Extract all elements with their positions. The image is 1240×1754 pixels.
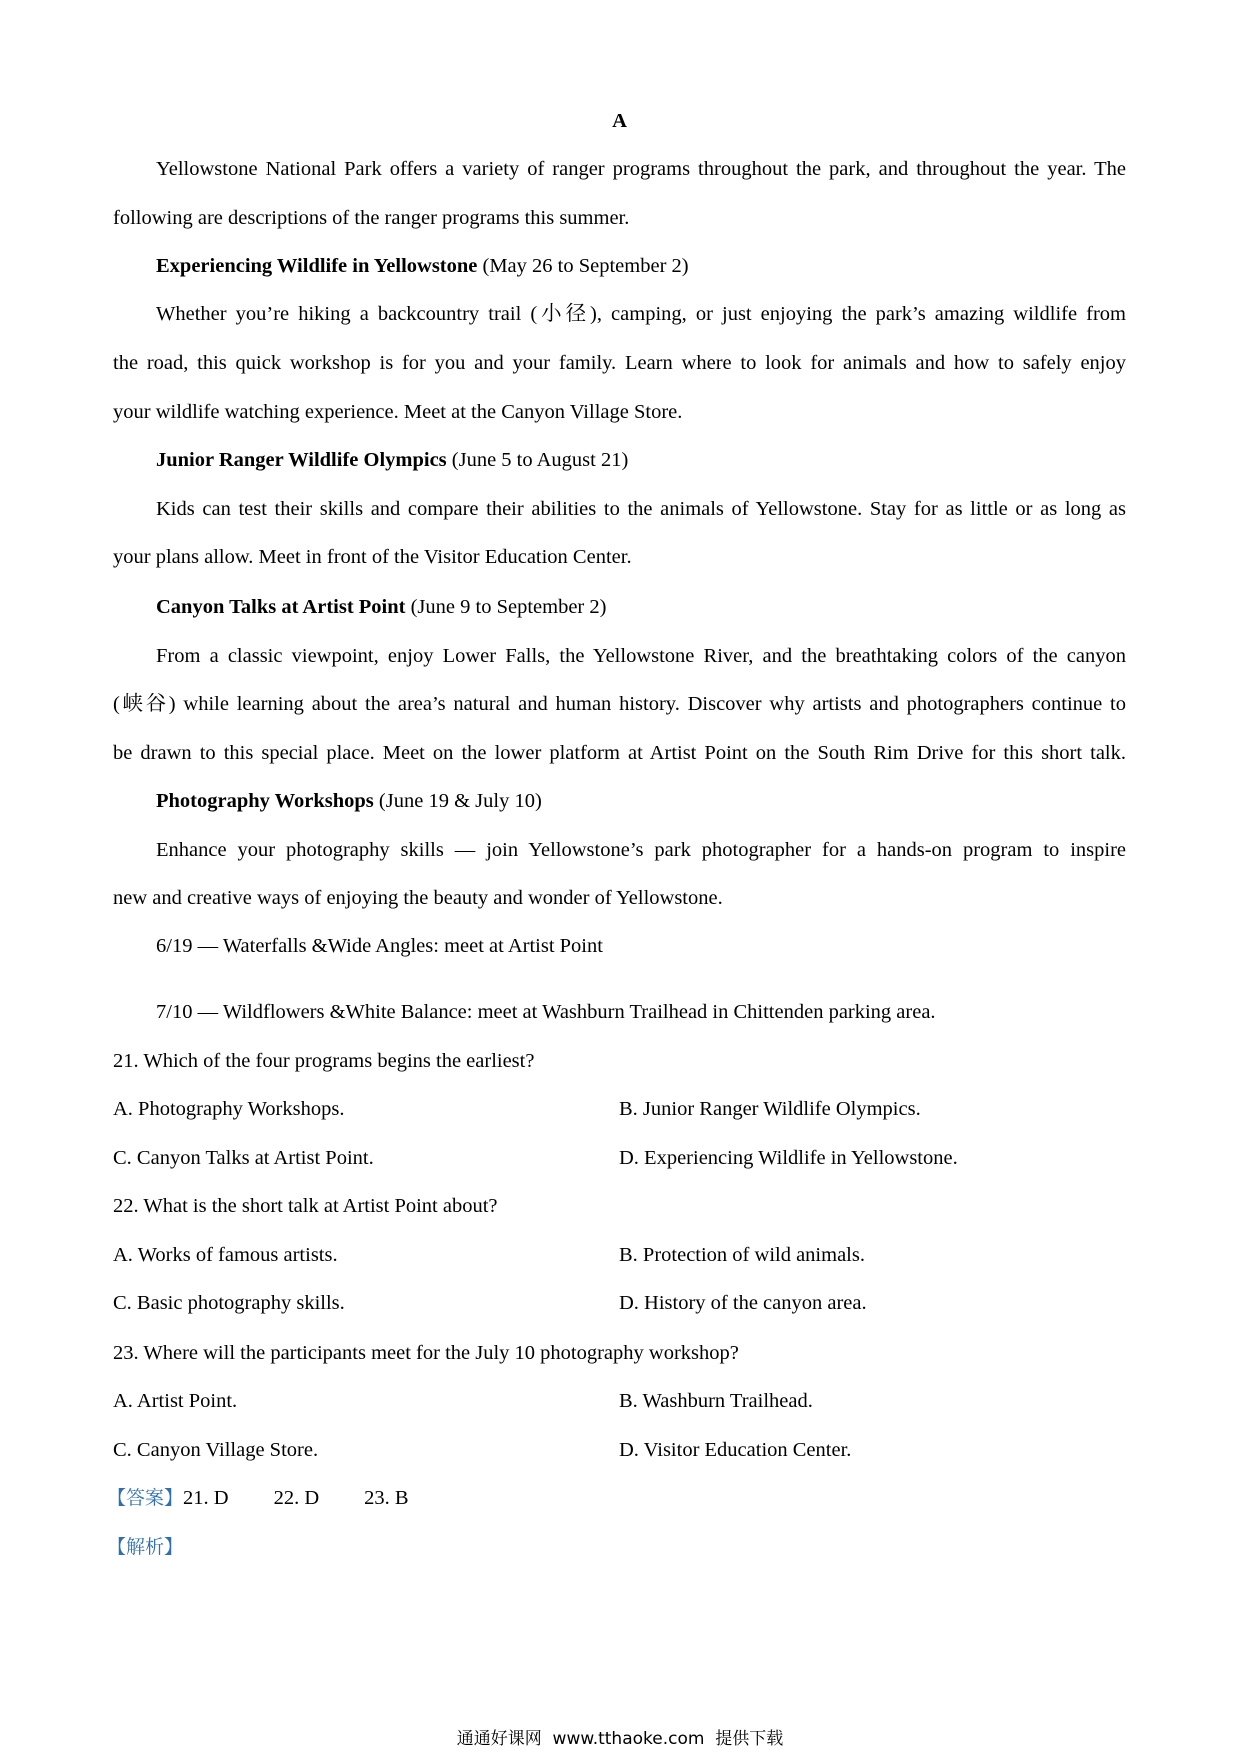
program-name: Experiencing Wildlife in Yellowstone [156,255,478,277]
option-d: D. Experiencing Wildlife in Yellowstone. [619,1147,958,1169]
program-dates: (June 9 to September 2) [405,596,607,618]
program-title [156,592,1126,622]
program-desc-line: be drawn to this special place. Meet on the lower platform at Artist Point on the South Rim Drive for this short talk. [113,742,1126,764]
program-title [156,445,1126,475]
program-desc-line: your wildlife watching experience. Meet at the Canyon Village Store. [113,401,683,423]
program-name: Junior Ranger Wildlife Olympics [156,449,447,471]
option-b: B. Protection of wild animals. [619,1244,865,1266]
program-title [156,786,1126,816]
section-heading: A [612,110,627,132]
option-c: C. Basic photography skills. [113,1292,345,1314]
program-dates: (June 5 to August 21) [446,449,629,471]
page-footer: 通通好课网 www.tthaoke.com 提供下载 [456,1729,784,1749]
option-d: D. Visitor Education Center. [619,1439,852,1461]
program-dates: (May 26 to September 2) [477,255,689,277]
answer-line [107,1483,1120,1513]
intro-line: Yellowstone National Park offers a variety of ranger programs throughout the park, and throughout the year. The [156,158,1126,180]
program-desc-line: Enhance your photography skills — join Yellowstone’s park photographer for a hands-on program to inspire [156,839,1126,861]
option-a: A. Artist Point. [113,1390,238,1412]
answer-23: 23. B [364,1487,409,1509]
option-row [113,1094,1126,1124]
program-desc-line: From a classic viewpoint, enjoy Lower Falls, the Yellowstone River, and the breathtaking colors of the canyon [156,645,1126,667]
question-23: 23. Where will the participants meet for the July 10 photography workshop? [113,1342,739,1364]
option-d: D. History of the canyon area. [619,1292,867,1314]
option-row [113,1435,1126,1465]
program-desc-line: (峡谷) while learning about the area’s natural and human history. Discover why artists and photographers continue to [113,693,1126,715]
program-desc-line: Kids can test their skills and compare their abilities to the animals of Yellowstone. Stay for as little or as long as [156,498,1126,520]
program-name: Canyon Talks at Artist Point [156,596,406,618]
option-b: B. Junior Ranger Wildlife Olympics. [619,1098,921,1120]
option-row [113,1240,1126,1270]
analysis-line [107,1532,1120,1562]
answer-label: 【答案】 [107,1487,184,1509]
question-21: 21. Which of the four programs begins the earliest? [113,1050,535,1072]
option-c: C. Canyon Talks at Artist Point. [113,1147,374,1169]
program-desc-line: Whether you’re hiking a backcountry trail (小径), camping, or just enjoying the park’s amazing wildlife from [156,303,1126,325]
option-row [113,1288,1126,1318]
option-row [113,1143,1126,1173]
option-a: A. Works of famous artists. [113,1244,338,1266]
analysis-label: 【解析】 [107,1536,184,1558]
option-b: B. Washburn Trailhead. [619,1390,813,1412]
program-title [156,251,1126,281]
schedule-item: 7/10 — Wildflowers &White Balance: meet at Washburn Trailhead in Chittenden parking area. [156,1001,936,1023]
option-c: C. Canyon Village Store. [113,1439,319,1461]
program-desc-line: new and creative ways of enjoying the beauty and wonder of Yellowstone. [113,887,723,909]
intro-line: following are descriptions of the ranger programs this summer. [113,207,630,229]
program-name: Photography Workshops [156,790,374,812]
option-a: A. Photography Workshops. [113,1098,345,1120]
answer-22: 22. D [273,1487,320,1509]
schedule-item: 6/19 — Waterfalls &Wide Angles: meet at Artist Point [156,935,603,957]
option-row [113,1386,1126,1416]
program-desc-line: the road, this quick workshop is for you and your family. Learn where to look for animals and how to safely enjoy [113,352,1126,374]
program-dates: (June 19 & July 10) [373,790,542,812]
answer-21: 21. D [183,1487,229,1509]
question-22: 22. What is the short talk at Artist Point about? [113,1195,498,1217]
program-desc-line: your plans allow. Meet in front of the Visitor Education Center. [113,546,632,568]
